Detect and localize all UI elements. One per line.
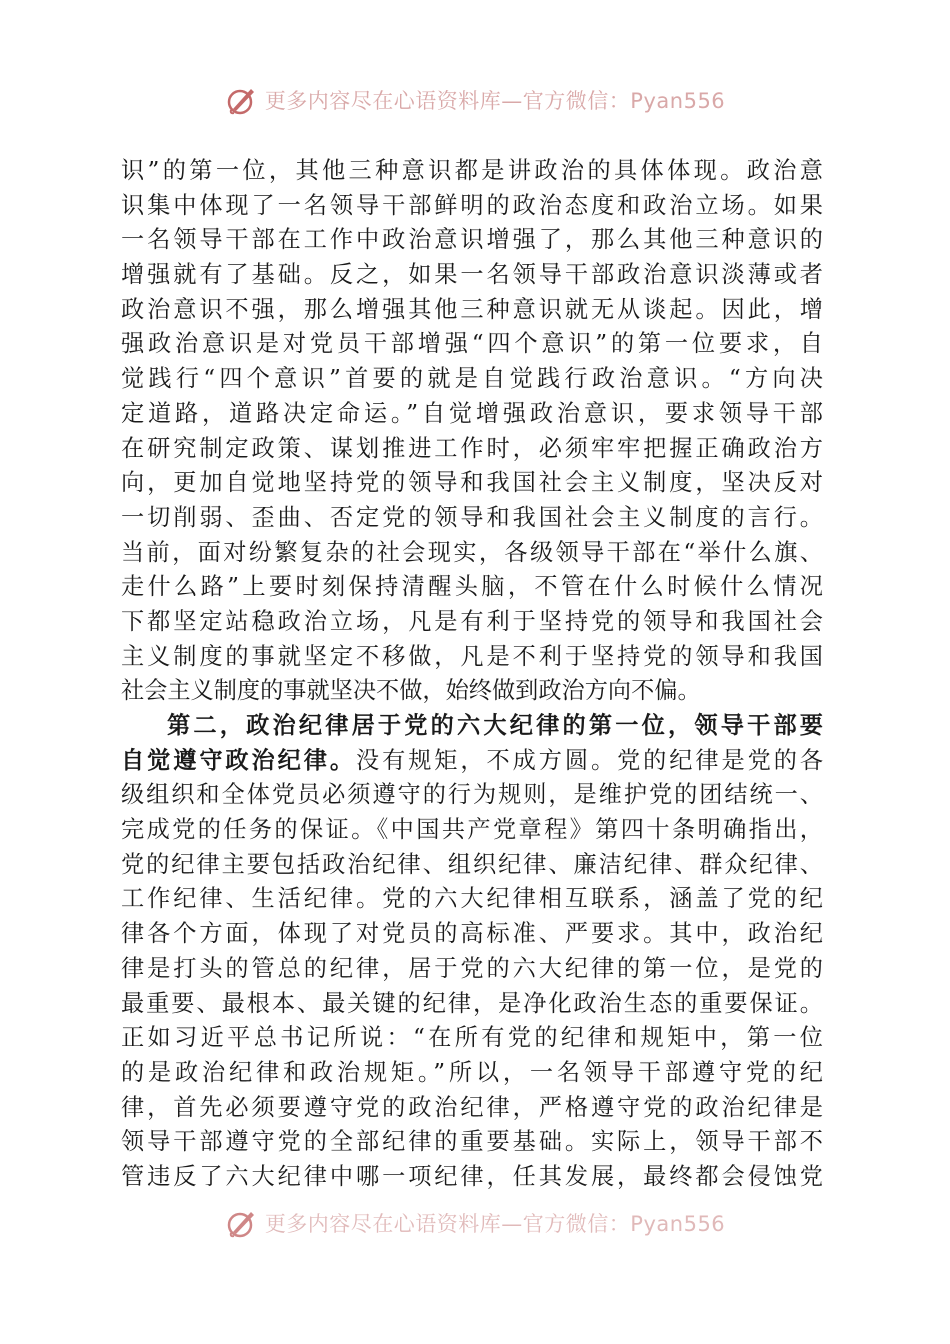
text-line: 当前，面对纷繁复杂的社会现实，各级领导干部在“举什么旗、 [121,538,823,566]
header-watermark-text: 更多内容尽在心语资料库—官方微信：Pyan556 [264,89,726,113]
footer-watermark [0,1203,950,1243]
text-line: 下都坚定站稳政治立场，凡是有利于坚持党的领导和我国社会 [121,607,823,635]
section-heading: 第二，政治纪律居于党的六大纪律的第一位，领导干部要 [167,712,823,739]
text-line: 完成党的任务的保证。《中国共产党章程》第四十条明确指出， [121,816,823,844]
text-line: 觉践行“四个意识”首要的就是自觉践行政治意识。“方向决 [121,365,823,393]
text-line: 的是政治纪律和政治规矩。”所以，一名领导干部遵守党的纪 [121,1058,823,1086]
text-line: 社会主义制度的事就坚决不做，始终做到政治方向不偏。 [121,677,701,705]
text-line: 政治意识不强，那么增强其他三种意识就无从谈起。因此，增 [121,295,823,323]
document-body [121,154,823,1195]
text-line: 级组织和全体党员必须遵守的行为规则，是维护党的团结统一、 [121,781,823,809]
text-line: 在研究制定政策、谋划推进工作时，必须牢牢把握正确政治方 [121,434,823,462]
text-line: 律，首先必须要遵守党的政治纪律，严格遵守党的政治纪律是 [121,1093,823,1121]
text-line: 党的纪律主要包括政治纪律、组织纪律、廉洁纪律、群众纪律、 [121,850,823,878]
paragraph-political-discipline [121,709,823,1195]
header-watermark [0,80,950,120]
brush-logo-icon [225,1206,259,1240]
text-line: 律各个方面，体现了对党员的高标准、严要求。其中，政治纪 [121,920,823,948]
text-line [121,744,823,779]
text-run: 没有规矩，不成方圆。党的纪律是党的各 [355,746,824,774]
section-heading-end: 自觉遵守政治纪律。 [121,746,356,774]
text-line: 最重要、最根本、最关键的纪律，是净化政治生态的重要保证。 [121,989,823,1017]
text-line: 主义制度的事就坚定不移做，凡是不利于坚持党的领导和我国 [121,642,823,670]
text-line: 向，更加自觉地坚持党的领导和我国社会主义制度，坚决反对 [121,469,823,497]
text-line: 领导干部遵守党的全部纪律的重要基础。实际上，领导干部不 [121,1128,823,1156]
footer-watermark-text: 更多内容尽在心语资料库—官方微信：Pyan556 [264,1212,726,1236]
text-line: 强政治意识是对党员干部增强“四个意识”的第一位要求，自 [121,330,823,358]
text-line: 识”的第一位，其他三种意识都是讲政治的具体体现。政治意 [121,157,823,184]
text-line: 一切削弱、歪曲、否定党的领导和我国社会主义制度的言行。 [121,503,823,531]
text-line: 正如习近平总书记所说：“在所有党的纪律和规矩中，第一位 [121,1024,823,1052]
text-line: 识集中体现了一名领导干部鲜明的政治态度和政治立场。如果 [121,191,823,219]
text-line: 工作纪律、生活纪律。党的六大纪律相互联系，涵盖了党的纪 [121,885,823,913]
text-line: 定道路，道路决定命运。”自觉增强政治意识，要求领导干部 [121,399,823,427]
text-line: 走什么路”上要时刻保持清醒头脑，不管在什么时候什么情况 [121,573,823,601]
text-line: 一名领导干部在工作中政治意识增强了，那么其他三种意识的 [121,226,823,254]
brush-logo-icon [225,83,259,117]
text-line: 增强就有了基础。反之，如果一名领导干部政治意识淡薄或者 [121,261,823,289]
paragraph-political-awareness [121,154,823,709]
text-line: 管违反了六大纪律中哪一项纪律，任其发展，最终都会侵蚀党 [121,1162,823,1190]
text-line: 律是打头的管总的纪律，居于党的六大纪律的第一位，是党的 [121,954,823,982]
